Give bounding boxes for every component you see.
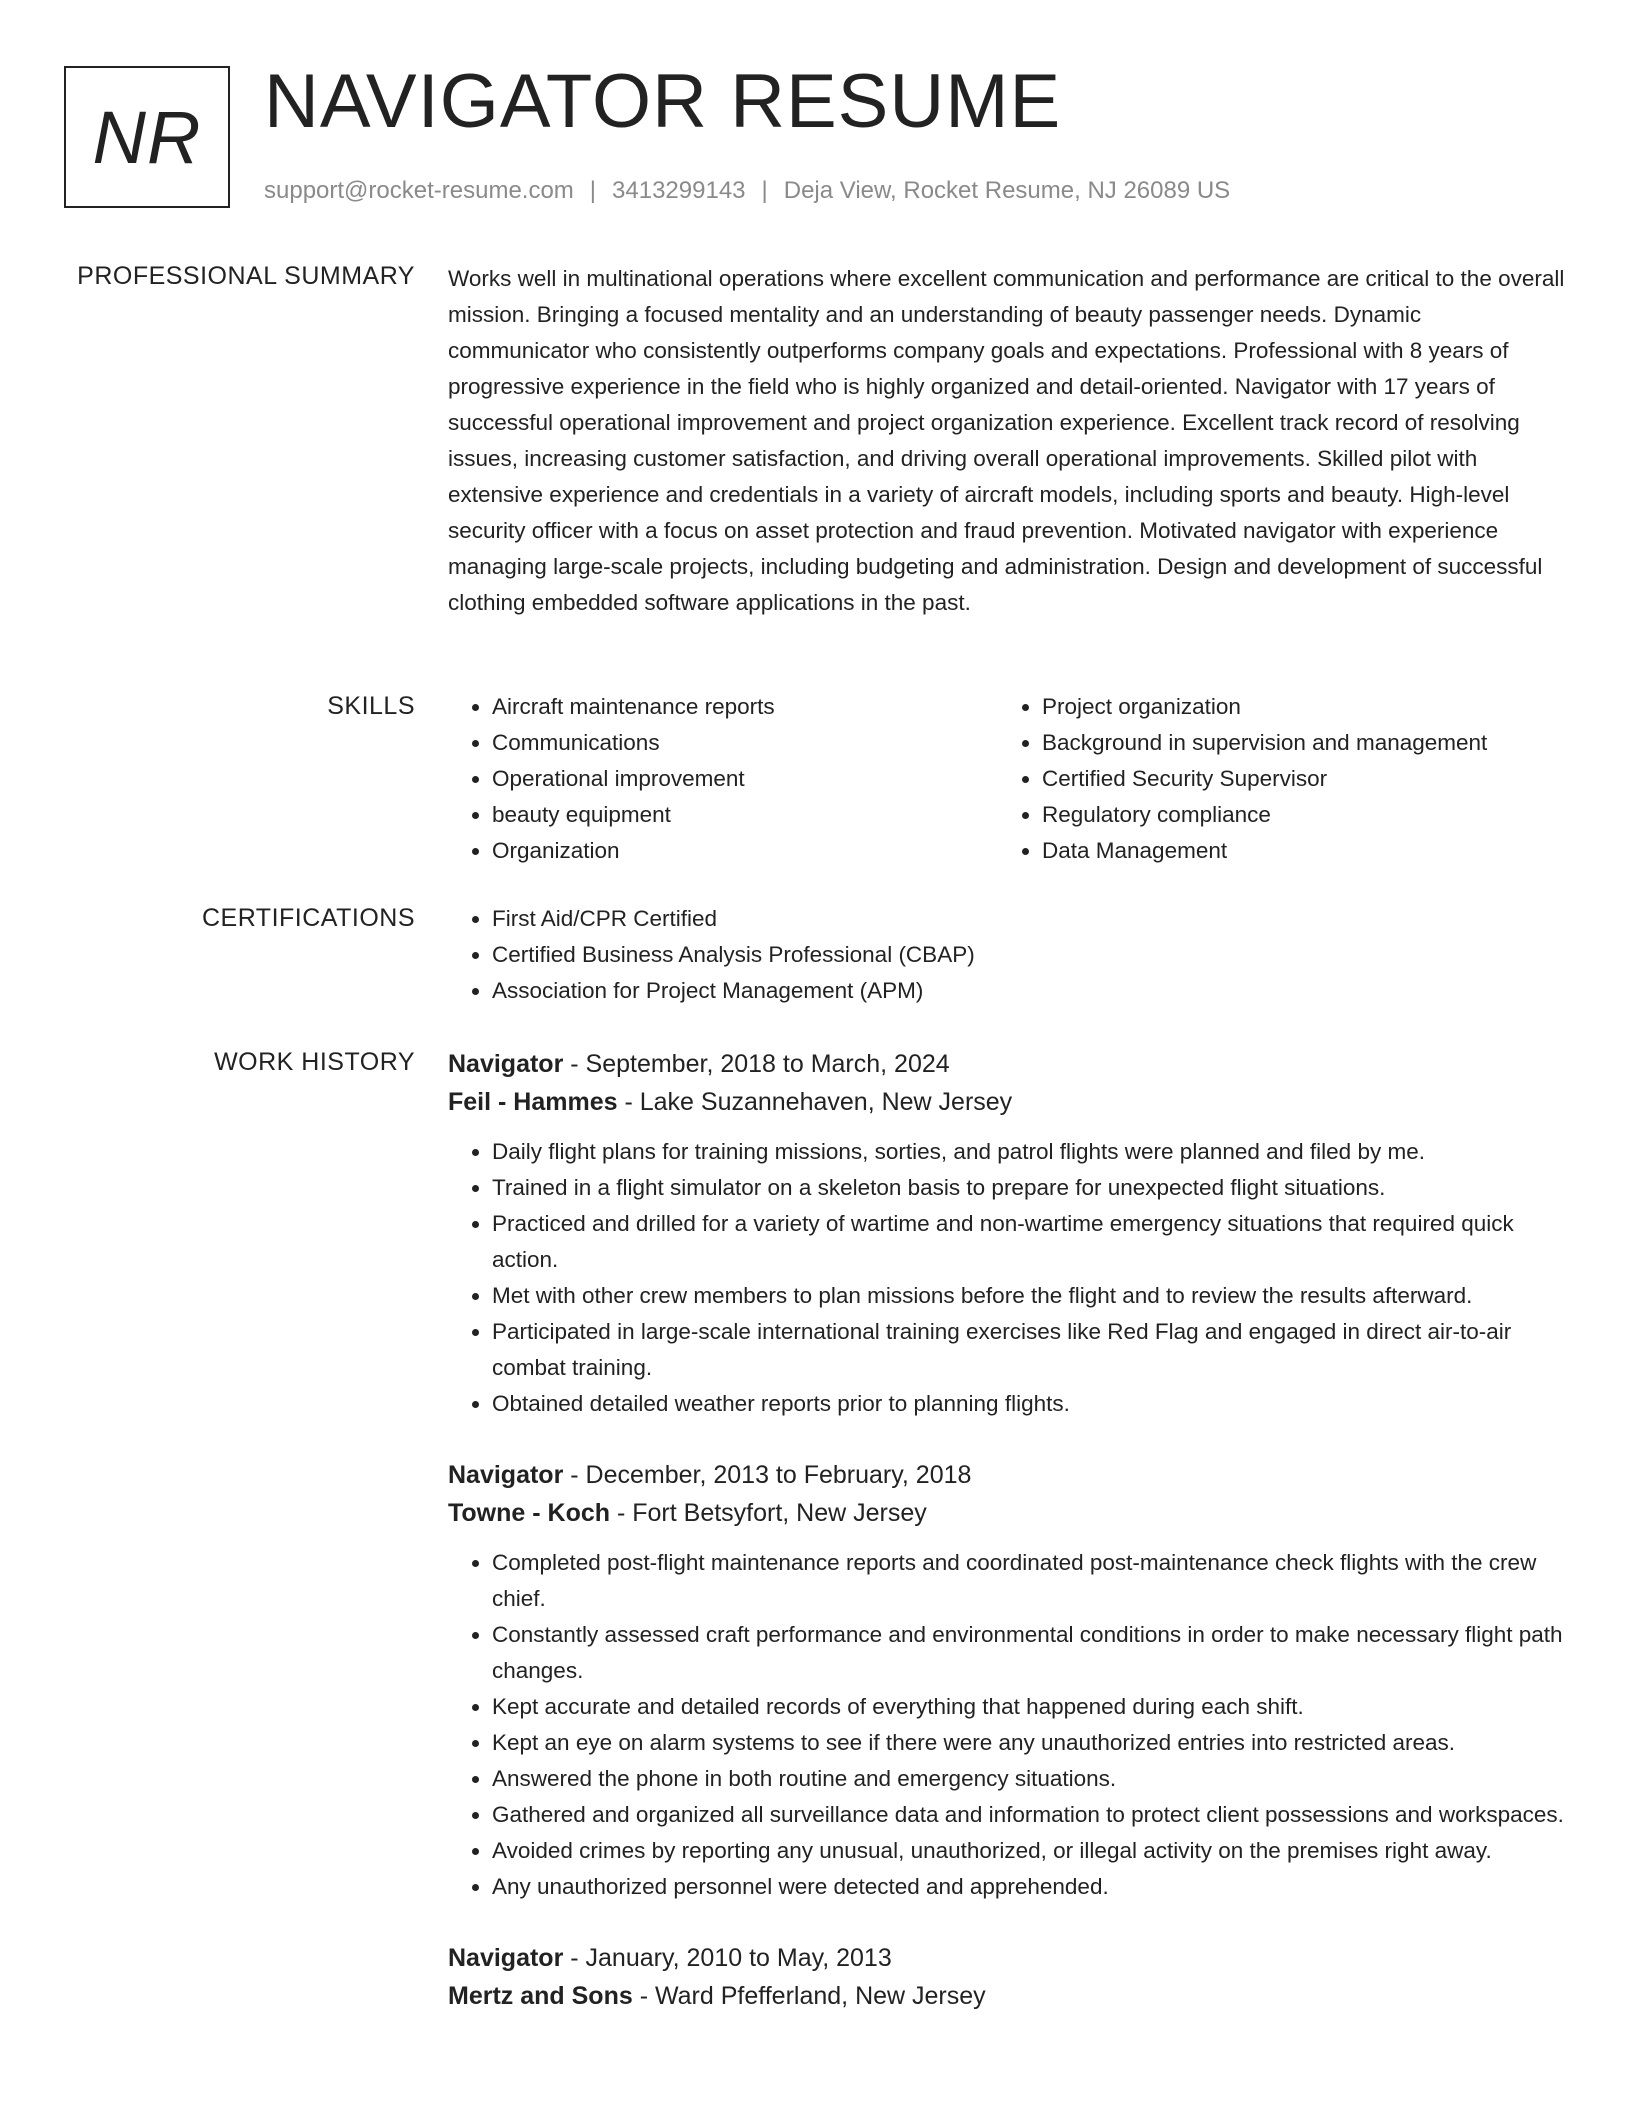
job-title-line: [448, 1045, 1568, 1083]
job-bullets: [448, 1545, 1568, 1905]
job-bullet: • Gathered and organized all surveillance data and information to protect client possessions and workspaces.: [492, 1797, 1568, 1833]
monogram-initials: NR: [92, 95, 202, 179]
skills-list-left: [448, 689, 998, 869]
job-bullet: • Participated in large-scale international training exercises like Red Flag and engaged in direct air-to-air combat training.: [492, 1314, 1568, 1386]
skills-column-left: [448, 689, 998, 869]
job-company: Mertz and Sons: [448, 1982, 633, 2010]
summary-text: Works well in multinational operations where excellent communication and performance are critical to the overall mission. Bringing a focused mentality and an understanding of beauty passenger needs. Dynamic communicator who consistently outperforms company goals and expectations. Professional with 8 years of progressive experience in the field who is highly organized and detail-oriented. Navigator with 17 years of successful operational improvement and project organization experience. Excellent track record of resolving issues, increasing customer satisfaction, and driving overall operational improvements. Skilled pilot with extensive experience and credentials in a variety of aircraft models, including sports and beauty. High-level security officer with a focus on asset protection and fraud prevention. Motivated navigator with experience managing large-scale projects, including budgeting and administration. Design and development of successful clothing embedded software applications in the past.: [448, 266, 1565, 615]
contact-separator: |: [589, 177, 597, 204]
skill-item: • Project organization: [1042, 689, 1548, 725]
contact-email[interactable]: support@rocket-resume.com: [264, 177, 574, 204]
work-history-heading: WORK HISTORY: [214, 1048, 415, 1076]
contact-line: [264, 174, 1230, 208]
job-bullet: • Trained in a flight simulator on a skeleton basis to prepare for unexpected flight situations.: [492, 1170, 1568, 1206]
skills-column-right: [998, 689, 1548, 869]
job-entry: [448, 1456, 1568, 1905]
job-company: Towne - Koch: [448, 1499, 611, 1527]
job-company-line: [448, 1083, 1568, 1121]
contact-phone[interactable]: 3413299143: [612, 177, 746, 204]
job-bullet: • Kept accurate and detailed records of everything that happened during each shift.: [492, 1689, 1568, 1725]
work-history-body: [448, 1045, 1568, 2049]
job-bullet: • Avoided crimes by reporting any unusual, unauthorized, or illegal activity on the premises right away.: [492, 1833, 1568, 1869]
certification-item: • Certified Business Analysis Professional (CBAP): [492, 937, 1568, 973]
job-bullet: • Daily flight plans for training missions, sorties, and patrol flights were planned and filed by me.: [492, 1134, 1568, 1170]
job-title-line: [448, 1456, 1568, 1494]
job-title: Navigator: [448, 1944, 564, 1972]
job-title: Navigator: [448, 1050, 564, 1078]
certifications-heading: CERTIFICATIONS: [201, 904, 415, 932]
monogram-badge: [64, 66, 230, 208]
job-company-line: [448, 1494, 1568, 1532]
skill-item: • Certified Security Supervisor: [1042, 761, 1548, 797]
job-bullet: • Practiced and drilled for a variety of wartime and non-wartime emergency situations that required quick action.: [492, 1206, 1568, 1278]
contact-address: Deja View, Rocket Resume, NJ 26089 US: [783, 177, 1231, 204]
job-location: - Fort Betsyfort, New Jersey: [610, 1499, 927, 1527]
job-bullet: • Met with other crew members to plan missions before the flight and to review the results afterward.: [492, 1278, 1568, 1314]
job-company-line: [448, 1977, 1568, 2015]
skill-item: • Data Management: [1042, 833, 1548, 869]
skill-item: • Operational improvement: [492, 761, 998, 797]
skill-item: • Organization: [492, 833, 998, 869]
job-dates: - September, 2018 to March, 2024: [563, 1050, 950, 1078]
job-entry: [448, 1045, 1568, 1422]
summary-heading: PROFESSIONAL SUMMARY: [77, 262, 415, 290]
job-bullets: [448, 1134, 1568, 1422]
job-location: - Lake Suzannehaven, New Jersey: [617, 1088, 1013, 1116]
certification-item: • Association for Project Management (APM): [492, 973, 1568, 1009]
certification-item: • First Aid/CPR Certified: [492, 901, 1568, 937]
certifications-list: [448, 901, 1568, 1009]
skills-body: [448, 689, 1568, 869]
skills-grid: [448, 689, 1568, 869]
skill-item: • Background in supervision and management: [1042, 725, 1548, 761]
contact-separator: |: [761, 177, 768, 204]
resume-name: NAVIGATOR RESUME: [264, 59, 1062, 144]
job-title-line: [448, 1939, 1568, 1977]
job-bullet: • Constantly assessed craft performance and environmental conditions in order to make necessary flight path changes.: [492, 1617, 1568, 1689]
job-bullet: • Completed post-flight maintenance reports and coordinated post-maintenance check flights with the crew chief.: [492, 1545, 1568, 1617]
job-title: Navigator: [448, 1461, 564, 1489]
skills-list-right: [998, 689, 1548, 869]
job-bullet: • Obtained detailed weather reports prior to planning flights.: [492, 1386, 1568, 1422]
skill-item: • Communications: [492, 725, 998, 761]
job-bullet: • Any unauthorized personnel were detected and apprehended.: [492, 1869, 1568, 1905]
job-location: - Ward Pfefferland, New Jersey: [632, 1982, 986, 2010]
job-dates: - January, 2010 to May, 2013: [563, 1944, 892, 1972]
job-bullet: • Kept an eye on alarm systems to see if there were any unauthorized entries into restricted areas.: [492, 1725, 1568, 1761]
skill-item: • beauty equipment: [492, 797, 998, 833]
job-dates: - December, 2013 to February, 2018: [563, 1461, 972, 1489]
job-entry: [448, 1939, 1568, 2015]
skill-item: • Regulatory compliance: [1042, 797, 1548, 833]
job-company: Feil - Hammes: [448, 1088, 618, 1116]
skills-heading: SKILLS: [327, 692, 415, 720]
skill-item: • Aircraft maintenance reports: [492, 689, 998, 725]
job-bullet: • Answered the phone in both routine and emergency situations.: [492, 1761, 1568, 1797]
summary-body: [448, 261, 1568, 621]
certifications-body: [448, 901, 1568, 1009]
